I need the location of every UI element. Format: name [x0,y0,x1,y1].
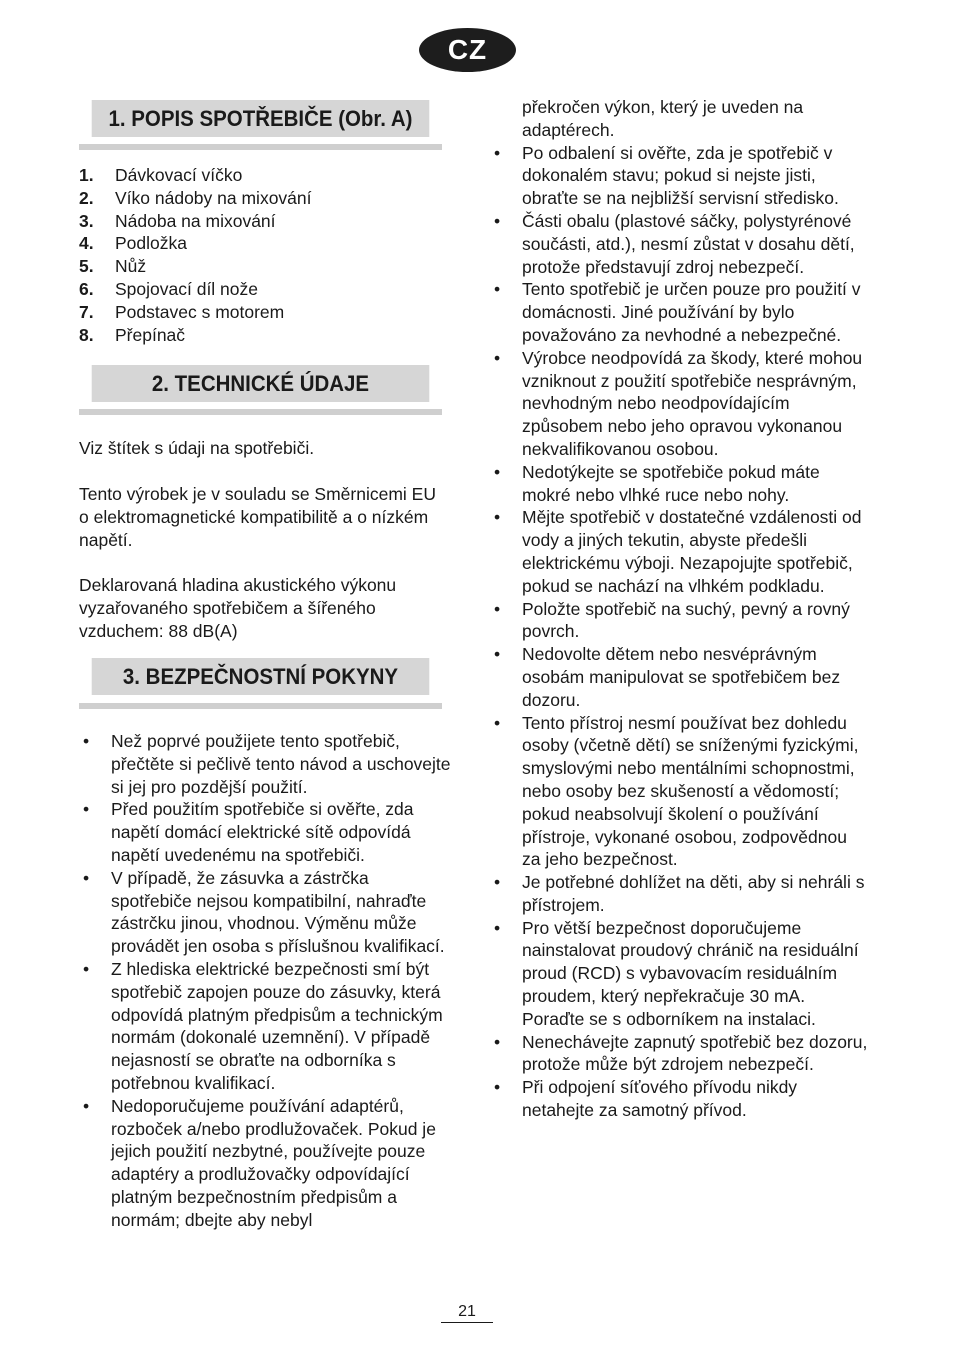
list-item [79,278,312,301]
item-text: Přepínač [115,324,186,345]
bullet-icon: • [494,210,501,231]
section-heading-safety: 3. BEZPEČNOSTNÍ POKYNY [92,658,430,695]
bullet-icon: • [494,461,501,482]
item-text: Nedoporučujeme používání adaptérů, rozboček a/nebo prodlužovaček. Pokud je jejich použití nezbytné, používejte pouze adaptéry a prodlužovačky odpovídající platným bezpečnostním předpisům a normám; dbejte aby nebyl [111,1095,436,1230]
tech-paragraph-label: Viz štítek s údaji na spotřebiči. [79,438,315,458]
item-text: Nedotýkejte se spotřebiče pokud máte mokré nebo vlhké ruce nebo nohy. [522,461,820,505]
list-item [490,917,870,1031]
heading-divider [79,144,442,150]
item-text: Než poprvé použijete tento spotřebič, přečtěte si pečlivě tento návod a uschovejte si jej pro pozdější použití. [111,731,451,797]
tech-paragraph-noise: Deklarovaná hladina akustického výkonu vyzařovaného spotřebičem a šířeného vzduchem: 88 dB(A) [79,575,397,641]
item-text: Tento přístroj nesmí používat bez dohledu osoby (včetně dětí) se sníženými fyzickými, smyslovými nebo mentálními schopnostmi, nebo osoby bez skušeností a vědomostí; pokud neabsolvují školení o používání přístroje, vykonané osobou, zodpovědnou za jeho bezpečnost. [522,712,859,870]
list-item [79,187,312,210]
item-text: Nedovolte dětem nebo nesvéprávným osobám manipulovat se spotřebičem bez dozoru. [522,644,841,710]
list-item [79,730,454,798]
item-text: Výrobce neodpovídá za škody, které mohou vzniknout z použití spotřebiče nesprávným, nevhodným nebo neodpovídajícím způsobem nebo jeho opravou vykonanou nekvalifikovanou osobou. [522,347,863,459]
item-number: 5. [79,256,94,277]
item-number: 6. [79,278,94,299]
item-text: Před použitím spotřebiče si ověřte, zda napětí domácí elektrické sítě odpovídá napětí uvedenému na spotřebiči. [111,799,414,865]
bullet-icon: • [494,872,501,893]
bullet-icon: • [494,507,501,528]
list-item [490,1076,870,1122]
language-badge: CZ [419,28,516,72]
item-number: 1. [79,165,94,185]
list-item [79,232,312,255]
bullet-icon: • [494,347,501,368]
list-item [490,142,870,210]
list-item [79,210,312,233]
list-item [79,324,312,347]
item-text: Víko nádoby na mixování [115,187,312,208]
list-item [490,712,870,872]
bullet-icon: • [83,799,90,820]
item-text: V případě, že zásuvka a zástrčka spotřebiče nejsou kompatibilní, nahraďte zástrčku jinou, vhodnou. Výměnu může provádět jen osoba s příslušnou kvalifikací. [111,867,445,957]
item-text: Při odpojení síťového přívodu nikdy netahejte za samotný přívod. [522,1077,798,1121]
bullet-icon: • [83,958,90,979]
bullet-icon: • [494,644,501,665]
bullet-icon: • [83,731,90,751]
item-text: Tento spotřebič je určen pouze pro použití v domácnosti. Jiné používání by bylo považováno za nevhodné a nebezpečné. [522,279,861,345]
list-item [79,301,312,324]
item-text: Části obalu (plastové sáčky, polystyrénové součásti, atd.), nesmí zůstat v dosahu dětí, protože představují zdroj nebezpečí. [522,210,855,277]
item-number: 2. [79,187,94,208]
list-item [79,255,312,278]
list-item [490,278,870,346]
bullet-icon: • [494,1077,501,1098]
page-number: 21 [441,1303,493,1323]
list-item [490,210,870,278]
item-text: Dávkovací víčko [115,165,243,185]
section-heading-description: 1. POPIS SPOTŘEBIČE (Obr. A) [92,100,430,137]
list-item [490,1031,870,1077]
item-text: Podložka [115,233,187,254]
parts-list [79,164,312,346]
item-text: Nenechávejte zapnutý spotřebič bez dozoru, protože může být zdrojem nebezpečí. [522,1031,868,1075]
item-text: Položte spotřebič na suchý, pevný a rovný povrch. [522,598,850,642]
list-item [490,506,870,597]
list-item [490,461,870,507]
list-item [490,871,870,917]
item-text: Po odbalení si ověřte, zda je spotřebič v dokonalém stavu; pokud si nejste jisti, obraťte se na nejbližší servisní středisko. [522,142,839,209]
list-item [79,867,454,958]
bullet-icon: • [494,712,501,733]
item-text: Nádoba na mixování [115,210,276,231]
list-item [79,958,454,1095]
item-text: Podstavec s motorem [115,301,285,322]
item-number: 7. [79,301,94,322]
bullet-icon: • [494,1031,501,1052]
item-text: Pro větší bezpečnost doporučujeme nainstalovat proudový chránič na residuální proud (RCD) s vybavovacím residuálním proudem, který nepřekračuje 30 mA. Poraďte se s odborníkem na instalaci. [522,917,859,1029]
list-item [490,598,870,644]
item-number: 3. [79,210,94,231]
list-item [79,798,454,866]
list-item [79,1095,454,1232]
list-item-continuation [490,96,870,142]
item-text: Mějte spotřebič v dostatečné vzdálenosti od vody a jiných tekutin, abyste předešli elektrickému výboji. Nezapojujte spotřebič, pokud se nachází na vlhkém podkladu. [522,507,862,596]
item-number: 8. [79,324,94,345]
bullet-icon: • [494,598,501,619]
item-text: Spojovací díl nože [115,278,259,299]
list-item [490,643,870,711]
bullet-icon: • [494,917,501,938]
item-number: 4. [79,233,94,254]
bullet-icon: • [83,1095,90,1116]
list-item [79,164,312,187]
safety-list-left [79,730,454,1232]
list-item [490,347,870,461]
safety-list-right [490,96,870,1122]
item-text: překročen výkon, který je uveden na adaptérech. [522,97,804,140]
bullet-icon: • [83,867,90,888]
heading-divider [79,703,442,709]
item-text: Z hlediska elektrické bezpečnosti smí být spotřebič zapojen pouze do zásuvky, která odpovídá platným předpisům a technickým normám (dokonalé uzemnění). V případě nejasností se obraťte na odborníka s potřebnou kvalifikací. [111,958,443,1093]
section-heading-technical: 2. TECHNICKÉ ÚDAJE [92,365,430,402]
bullet-icon: • [494,279,501,300]
item-text: Nůž [115,256,147,277]
tech-paragraph-compliance: Tento výrobek je v souladu se Směrnicemi EU o elektromagnetické kompatibilitě a o nízkém napětí. [79,484,436,550]
bullet-icon: • [494,142,501,163]
heading-divider [79,409,442,415]
item-text: Je potřebné dohlížet na děti, aby si nehráli s přístrojem. [522,872,865,915]
